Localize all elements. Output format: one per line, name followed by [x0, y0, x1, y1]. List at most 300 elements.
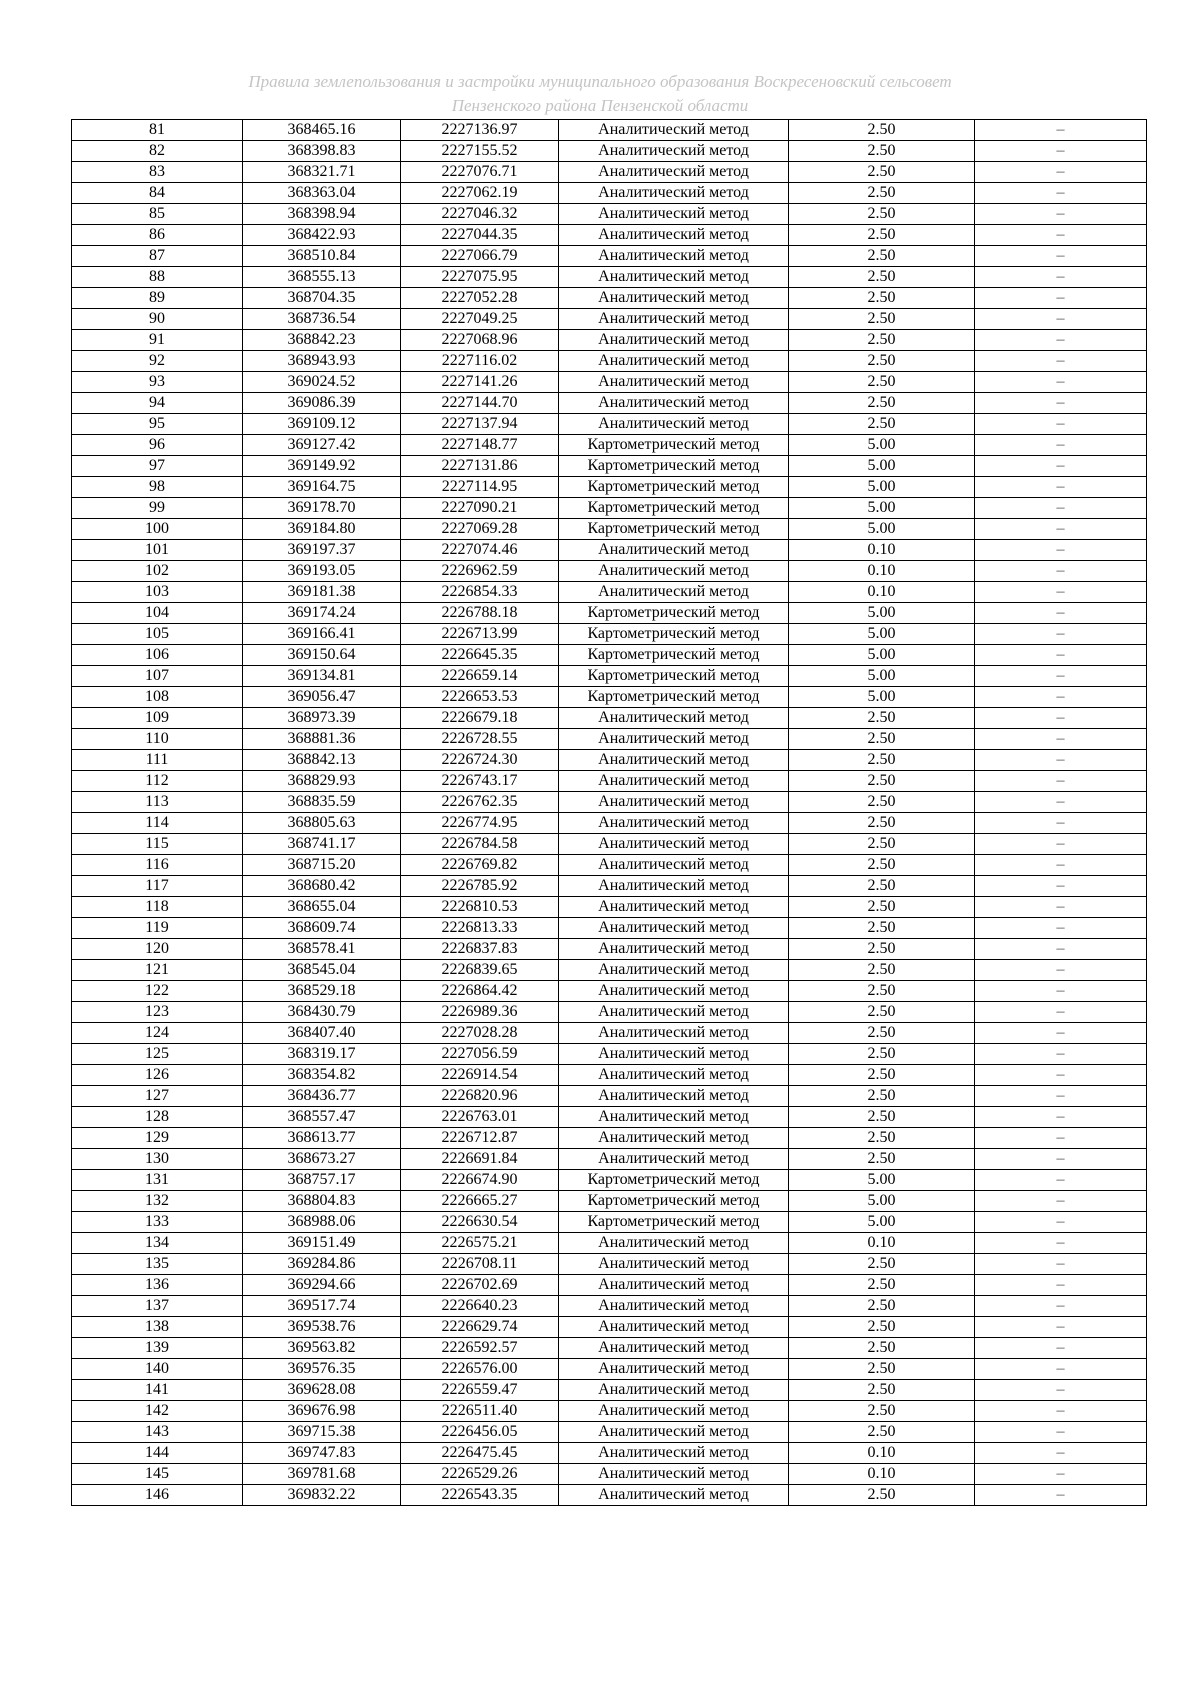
accuracy-cell: 5.00: [789, 624, 975, 645]
method-cell: Аналитический метод: [559, 876, 789, 897]
y-coordinate-cell: 2226511.40: [401, 1401, 559, 1422]
point-number-cell: 130: [72, 1149, 243, 1170]
y-coordinate-cell: 2226820.96: [401, 1086, 559, 1107]
accuracy-cell: 2.50: [789, 939, 975, 960]
table-row: [72, 204, 1147, 225]
table-row: [72, 750, 1147, 771]
accuracy-cell: 2.50: [789, 141, 975, 162]
accuracy-cell: 2.50: [789, 1254, 975, 1275]
method-cell: Аналитический метод: [559, 918, 789, 939]
point-number-cell: 89: [72, 288, 243, 309]
x-coordinate-cell: 368510.84: [243, 246, 401, 267]
table-row: [72, 813, 1147, 834]
table-row: [72, 162, 1147, 183]
method-cell: Аналитический метод: [559, 393, 789, 414]
method-cell: Аналитический метод: [559, 960, 789, 981]
x-coordinate-cell: 368655.04: [243, 897, 401, 918]
x-coordinate-cell: 369676.98: [243, 1401, 401, 1422]
x-coordinate-cell: 369024.52: [243, 372, 401, 393]
y-coordinate-cell: 2226864.42: [401, 981, 559, 1002]
table-row: [72, 939, 1147, 960]
table-row: [72, 393, 1147, 414]
note-cell: –: [975, 771, 1147, 792]
note-cell: –: [975, 204, 1147, 225]
point-number-cell: 132: [72, 1191, 243, 1212]
table-row: [72, 918, 1147, 939]
header-line-1: Правила землепользования и застройки муниципального образования Воскресеновский сельсовет: [248, 72, 952, 91]
y-coordinate-cell: 2227090.21: [401, 498, 559, 519]
method-cell: Аналитический метод: [559, 855, 789, 876]
table-row: [72, 1233, 1147, 1254]
y-coordinate-cell: 2226708.11: [401, 1254, 559, 1275]
point-number-cell: 97: [72, 456, 243, 477]
point-number-cell: 96: [72, 435, 243, 456]
point-number-cell: 144: [72, 1443, 243, 1464]
table-row: [72, 330, 1147, 351]
x-coordinate-cell: 368465.16: [243, 120, 401, 141]
point-number-cell: 90: [72, 309, 243, 330]
method-cell: Аналитический метод: [559, 1065, 789, 1086]
point-number-cell: 126: [72, 1065, 243, 1086]
method-cell: Картометрический метод: [559, 624, 789, 645]
point-number-cell: 127: [72, 1086, 243, 1107]
y-coordinate-cell: 2226645.35: [401, 645, 559, 666]
x-coordinate-cell: 368741.17: [243, 834, 401, 855]
accuracy-cell: 2.50: [789, 1044, 975, 1065]
note-cell: –: [975, 435, 1147, 456]
note-cell: –: [975, 1422, 1147, 1443]
accuracy-cell: 2.50: [789, 708, 975, 729]
x-coordinate-cell: 368943.93: [243, 351, 401, 372]
point-number-cell: 122: [72, 981, 243, 1002]
method-cell: Аналитический метод: [559, 204, 789, 225]
x-coordinate-cell: 369056.47: [243, 687, 401, 708]
point-number-cell: 113: [72, 792, 243, 813]
point-number-cell: 106: [72, 645, 243, 666]
y-coordinate-cell: 2227155.52: [401, 141, 559, 162]
method-cell: Аналитический метод: [559, 1254, 789, 1275]
y-coordinate-cell: 2227044.35: [401, 225, 559, 246]
method-cell: Аналитический метод: [559, 1296, 789, 1317]
method-cell: Аналитический метод: [559, 225, 789, 246]
x-coordinate-cell: 369628.08: [243, 1380, 401, 1401]
note-cell: –: [975, 1338, 1147, 1359]
note-cell: –: [975, 393, 1147, 414]
accuracy-cell: 2.50: [789, 372, 975, 393]
method-cell: Аналитический метод: [559, 162, 789, 183]
point-number-cell: 104: [72, 603, 243, 624]
method-cell: Аналитический метод: [559, 750, 789, 771]
point-number-cell: 124: [72, 1023, 243, 1044]
y-coordinate-cell: 2226784.58: [401, 834, 559, 855]
method-cell: Аналитический метод: [559, 246, 789, 267]
note-cell: –: [975, 1464, 1147, 1485]
note-cell: –: [975, 1485, 1147, 1506]
table-row: [72, 1296, 1147, 1317]
method-cell: Аналитический метод: [559, 1485, 789, 1506]
method-cell: Картометрический метод: [559, 666, 789, 687]
x-coordinate-cell: 368398.94: [243, 204, 401, 225]
point-number-cell: 94: [72, 393, 243, 414]
note-cell: –: [975, 1191, 1147, 1212]
x-coordinate-cell: 369576.35: [243, 1359, 401, 1380]
note-cell: –: [975, 582, 1147, 603]
point-number-cell: 112: [72, 771, 243, 792]
x-coordinate-cell: 369134.81: [243, 666, 401, 687]
table-row: [72, 708, 1147, 729]
y-coordinate-cell: 2226543.35: [401, 1485, 559, 1506]
method-cell: Аналитический метод: [559, 582, 789, 603]
point-number-cell: 135: [72, 1254, 243, 1275]
point-number-cell: 84: [72, 183, 243, 204]
point-number-cell: 140: [72, 1359, 243, 1380]
x-coordinate-cell: 369563.82: [243, 1338, 401, 1359]
table-row: [72, 1401, 1147, 1422]
method-cell: Аналитический метод: [559, 708, 789, 729]
table-row: [72, 1275, 1147, 1296]
x-coordinate-cell: 368529.18: [243, 981, 401, 1002]
table-row: [72, 1443, 1147, 1464]
y-coordinate-cell: 2226629.74: [401, 1317, 559, 1338]
x-coordinate-cell: 368545.04: [243, 960, 401, 981]
table-row: [72, 498, 1147, 519]
accuracy-cell: 2.50: [789, 120, 975, 141]
table-row: [72, 309, 1147, 330]
method-cell: Аналитический метод: [559, 897, 789, 918]
note-cell: –: [975, 267, 1147, 288]
accuracy-cell: 2.50: [789, 288, 975, 309]
note-cell: –: [975, 1170, 1147, 1191]
note-cell: –: [975, 246, 1147, 267]
x-coordinate-cell: 368842.23: [243, 330, 401, 351]
note-cell: –: [975, 834, 1147, 855]
y-coordinate-cell: 2226592.57: [401, 1338, 559, 1359]
x-coordinate-cell: 368398.83: [243, 141, 401, 162]
y-coordinate-cell: 2226576.00: [401, 1359, 559, 1380]
y-coordinate-cell: 2226559.47: [401, 1380, 559, 1401]
point-number-cell: 83: [72, 162, 243, 183]
point-number-cell: 133: [72, 1212, 243, 1233]
x-coordinate-cell: 369517.74: [243, 1296, 401, 1317]
y-coordinate-cell: 2227076.71: [401, 162, 559, 183]
accuracy-cell: 2.50: [789, 309, 975, 330]
method-cell: Аналитический метод: [559, 1443, 789, 1464]
y-coordinate-cell: 2226837.83: [401, 939, 559, 960]
y-coordinate-cell: 2226813.33: [401, 918, 559, 939]
table-row: [72, 225, 1147, 246]
accuracy-cell: 2.50: [789, 267, 975, 288]
point-number-cell: 129: [72, 1128, 243, 1149]
table-row: [72, 645, 1147, 666]
method-cell: Аналитический метод: [559, 1275, 789, 1296]
point-number-cell: 92: [72, 351, 243, 372]
y-coordinate-cell: 2226653.53: [401, 687, 559, 708]
y-coordinate-cell: 2226712.87: [401, 1128, 559, 1149]
x-coordinate-cell: 369151.49: [243, 1233, 401, 1254]
x-coordinate-cell: 368436.77: [243, 1086, 401, 1107]
note-cell: –: [975, 603, 1147, 624]
method-cell: Аналитический метод: [559, 813, 789, 834]
table-row: [72, 624, 1147, 645]
y-coordinate-cell: 2226640.23: [401, 1296, 559, 1317]
point-number-cell: 110: [72, 729, 243, 750]
method-cell: Аналитический метод: [559, 1023, 789, 1044]
method-cell: Аналитический метод: [559, 1422, 789, 1443]
accuracy-cell: 2.50: [789, 1296, 975, 1317]
point-number-cell: 100: [72, 519, 243, 540]
method-cell: Аналитический метод: [559, 561, 789, 582]
table-row: [72, 729, 1147, 750]
x-coordinate-cell: 368430.79: [243, 1002, 401, 1023]
table-row: [72, 1044, 1147, 1065]
x-coordinate-cell: 368736.54: [243, 309, 401, 330]
y-coordinate-cell: 2226630.54: [401, 1212, 559, 1233]
accuracy-cell: 2.50: [789, 1128, 975, 1149]
method-cell: Аналитический метод: [559, 1464, 789, 1485]
point-number-cell: 137: [72, 1296, 243, 1317]
point-number-cell: 93: [72, 372, 243, 393]
method-cell: Аналитический метод: [559, 1317, 789, 1338]
point-number-cell: 109: [72, 708, 243, 729]
x-coordinate-cell: 369127.42: [243, 435, 401, 456]
note-cell: –: [975, 1296, 1147, 1317]
method-cell: Аналитический метод: [559, 1128, 789, 1149]
y-coordinate-cell: 2227069.28: [401, 519, 559, 540]
accuracy-cell: 5.00: [789, 498, 975, 519]
note-cell: –: [975, 183, 1147, 204]
table-row: [72, 582, 1147, 603]
x-coordinate-cell: 369284.86: [243, 1254, 401, 1275]
method-cell: Картометрический метод: [559, 1191, 789, 1212]
note-cell: –: [975, 1044, 1147, 1065]
y-coordinate-cell: 2227056.59: [401, 1044, 559, 1065]
accuracy-cell: 2.50: [789, 834, 975, 855]
y-coordinate-cell: 2226914.54: [401, 1065, 559, 1086]
y-coordinate-cell: 2226810.53: [401, 897, 559, 918]
method-cell: Аналитический метод: [559, 1233, 789, 1254]
x-coordinate-cell: 369781.68: [243, 1464, 401, 1485]
accuracy-cell: 2.50: [789, 792, 975, 813]
note-cell: –: [975, 729, 1147, 750]
accuracy-cell: 2.50: [789, 330, 975, 351]
note-cell: –: [975, 414, 1147, 435]
accuracy-cell: 2.50: [789, 1485, 975, 1506]
method-cell: Картометрический метод: [559, 1170, 789, 1191]
x-coordinate-cell: 369174.24: [243, 603, 401, 624]
note-cell: –: [975, 1128, 1147, 1149]
method-cell: Аналитический метод: [559, 834, 789, 855]
coordinates-table: [71, 119, 1147, 1506]
method-cell: Аналитический метод: [559, 1002, 789, 1023]
note-cell: –: [975, 372, 1147, 393]
accuracy-cell: 2.50: [789, 414, 975, 435]
note-cell: –: [975, 645, 1147, 666]
table-row: [72, 414, 1147, 435]
x-coordinate-cell: 368805.63: [243, 813, 401, 834]
note-cell: –: [975, 120, 1147, 141]
method-cell: Аналитический метод: [559, 1044, 789, 1065]
x-coordinate-cell: 369181.38: [243, 582, 401, 603]
table-row: [72, 1086, 1147, 1107]
accuracy-cell: 2.50: [789, 225, 975, 246]
note-cell: –: [975, 918, 1147, 939]
x-coordinate-cell: 368578.41: [243, 939, 401, 960]
x-coordinate-cell: 368988.06: [243, 1212, 401, 1233]
x-coordinate-cell: 368842.13: [243, 750, 401, 771]
accuracy-cell: 2.50: [789, 246, 975, 267]
accuracy-cell: 5.00: [789, 1212, 975, 1233]
x-coordinate-cell: 369086.39: [243, 393, 401, 414]
note-cell: –: [975, 1443, 1147, 1464]
point-number-cell: 101: [72, 540, 243, 561]
method-cell: Аналитический метод: [559, 351, 789, 372]
table-row: [72, 876, 1147, 897]
x-coordinate-cell: 368613.77: [243, 1128, 401, 1149]
method-cell: Картометрический метод: [559, 435, 789, 456]
method-cell: Аналитический метод: [559, 1086, 789, 1107]
accuracy-cell: 0.10: [789, 1443, 975, 1464]
method-cell: Аналитический метод: [559, 288, 789, 309]
y-coordinate-cell: 2226665.27: [401, 1191, 559, 1212]
x-coordinate-cell: 369715.38: [243, 1422, 401, 1443]
table-row: [72, 834, 1147, 855]
accuracy-cell: 2.50: [789, 1359, 975, 1380]
y-coordinate-cell: 2227068.96: [401, 330, 559, 351]
accuracy-cell: 2.50: [789, 960, 975, 981]
table-row: [72, 456, 1147, 477]
y-coordinate-cell: 2226785.92: [401, 876, 559, 897]
y-coordinate-cell: 2226728.55: [401, 729, 559, 750]
y-coordinate-cell: 2227141.26: [401, 372, 559, 393]
note-cell: –: [975, 288, 1147, 309]
accuracy-cell: 5.00: [789, 645, 975, 666]
x-coordinate-cell: 369164.75: [243, 477, 401, 498]
point-number-cell: 102: [72, 561, 243, 582]
y-coordinate-cell: 2226743.17: [401, 771, 559, 792]
accuracy-cell: 2.50: [789, 162, 975, 183]
y-coordinate-cell: 2227136.97: [401, 120, 559, 141]
accuracy-cell: 0.10: [789, 1464, 975, 1485]
accuracy-cell: 2.50: [789, 876, 975, 897]
y-coordinate-cell: 2226839.65: [401, 960, 559, 981]
y-coordinate-cell: 2226724.30: [401, 750, 559, 771]
point-number-cell: 108: [72, 687, 243, 708]
method-cell: Аналитический метод: [559, 309, 789, 330]
point-number-cell: 143: [72, 1422, 243, 1443]
accuracy-cell: 2.50: [789, 1338, 975, 1359]
table-row: [72, 351, 1147, 372]
y-coordinate-cell: 2226456.05: [401, 1422, 559, 1443]
x-coordinate-cell: 368321.71: [243, 162, 401, 183]
y-coordinate-cell: 2227052.28: [401, 288, 559, 309]
x-coordinate-cell: 368319.17: [243, 1044, 401, 1065]
method-cell: Аналитический метод: [559, 414, 789, 435]
note-cell: –: [975, 960, 1147, 981]
point-number-cell: 117: [72, 876, 243, 897]
table-row: [72, 1359, 1147, 1380]
point-number-cell: 115: [72, 834, 243, 855]
table-row: [72, 1422, 1147, 1443]
y-coordinate-cell: 2227116.02: [401, 351, 559, 372]
accuracy-cell: 2.50: [789, 1401, 975, 1422]
note-cell: –: [975, 813, 1147, 834]
accuracy-cell: 5.00: [789, 666, 975, 687]
x-coordinate-cell: 368829.93: [243, 771, 401, 792]
table-row: [72, 603, 1147, 624]
table-row: [72, 1002, 1147, 1023]
point-number-cell: 142: [72, 1401, 243, 1422]
table-row: [72, 120, 1147, 141]
x-coordinate-cell: 369178.70: [243, 498, 401, 519]
method-cell: Аналитический метод: [559, 141, 789, 162]
point-number-cell: 121: [72, 960, 243, 981]
method-cell: Аналитический метод: [559, 372, 789, 393]
x-coordinate-cell: 369150.64: [243, 645, 401, 666]
method-cell: Аналитический метод: [559, 771, 789, 792]
y-coordinate-cell: 2226691.84: [401, 1149, 559, 1170]
table-row: [72, 771, 1147, 792]
accuracy-cell: 2.50: [789, 813, 975, 834]
accuracy-cell: 2.50: [789, 729, 975, 750]
accuracy-cell: 0.10: [789, 540, 975, 561]
point-number-cell: 111: [72, 750, 243, 771]
point-number-cell: 125: [72, 1044, 243, 1065]
x-coordinate-cell: 368673.27: [243, 1149, 401, 1170]
point-number-cell: 105: [72, 624, 243, 645]
accuracy-cell: 2.50: [789, 183, 975, 204]
table-row: [72, 960, 1147, 981]
x-coordinate-cell: 368804.83: [243, 1191, 401, 1212]
note-cell: –: [975, 456, 1147, 477]
accuracy-cell: 2.50: [789, 771, 975, 792]
accuracy-cell: 2.50: [789, 1023, 975, 1044]
table-row: [72, 540, 1147, 561]
method-cell: Аналитический метод: [559, 1380, 789, 1401]
accuracy-cell: 2.50: [789, 1002, 975, 1023]
accuracy-cell: 2.50: [789, 1149, 975, 1170]
accuracy-cell: 5.00: [789, 435, 975, 456]
y-coordinate-cell: 2226769.82: [401, 855, 559, 876]
x-coordinate-cell: 368715.20: [243, 855, 401, 876]
method-cell: Аналитический метод: [559, 1359, 789, 1380]
table-row: [72, 1317, 1147, 1338]
accuracy-cell: 5.00: [789, 477, 975, 498]
method-cell: Аналитический метод: [559, 792, 789, 813]
y-coordinate-cell: 2227046.32: [401, 204, 559, 225]
y-coordinate-cell: 2226962.59: [401, 561, 559, 582]
accuracy-cell: 2.50: [789, 1317, 975, 1338]
table-row: [72, 792, 1147, 813]
accuracy-cell: 5.00: [789, 456, 975, 477]
table-row: [72, 288, 1147, 309]
method-cell: Аналитический метод: [559, 729, 789, 750]
x-coordinate-cell: 369197.37: [243, 540, 401, 561]
note-cell: –: [975, 876, 1147, 897]
y-coordinate-cell: 2226702.69: [401, 1275, 559, 1296]
note-cell: –: [975, 561, 1147, 582]
table-row: [72, 141, 1147, 162]
accuracy-cell: 2.50: [789, 897, 975, 918]
method-cell: Картометрический метод: [559, 687, 789, 708]
table-row: [72, 1338, 1147, 1359]
table-row: [72, 687, 1147, 708]
note-cell: –: [975, 666, 1147, 687]
accuracy-cell: 5.00: [789, 687, 975, 708]
y-coordinate-cell: 2227148.77: [401, 435, 559, 456]
note-cell: –: [975, 792, 1147, 813]
point-number-cell: 119: [72, 918, 243, 939]
y-coordinate-cell: 2227062.19: [401, 183, 559, 204]
